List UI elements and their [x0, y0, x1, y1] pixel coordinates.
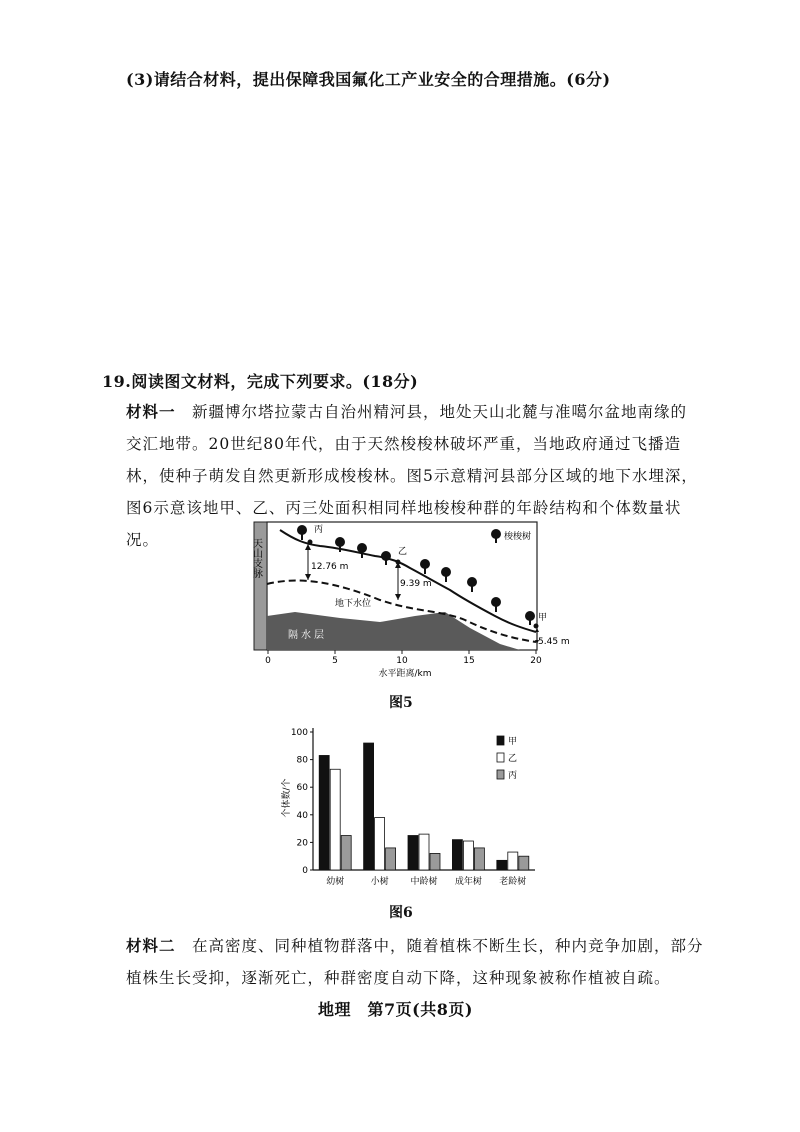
depth-bing: 12.76 m [311, 562, 349, 572]
bar-甲-幼树 [319, 755, 329, 870]
site-label-jia: 甲 [538, 613, 548, 623]
groundwater-label: 地下水位 [335, 599, 372, 609]
bar-乙-小树 [375, 818, 385, 870]
bar-甲-老龄树 [497, 860, 507, 870]
site-label-yi: 乙 [398, 547, 408, 557]
y-tick-label: 0 [302, 866, 308, 876]
figure-6-caption: 图6 [389, 905, 413, 921]
bar-乙-幼树 [330, 769, 340, 870]
bar-丙-中龄树 [430, 853, 440, 870]
bar-丙-成年树 [474, 848, 484, 870]
y-tick-label: 80 [296, 755, 308, 766]
material-1-label: 材料一 [126, 402, 176, 421]
material-2-text: 在高密度、同种植物群落中，随着植株不断生长，种内竞争加剧，部分植株生长受抑，逐渐死亡，种群密度自动下降，这种现象被称作植被自疏。 [126, 937, 704, 987]
x-category-label: 老龄树 [499, 877, 527, 887]
bar-乙-中龄树 [419, 834, 429, 870]
x-tick: 15 [463, 656, 475, 666]
material-2 [126, 930, 706, 994]
y-tick-label: 20 [296, 838, 308, 849]
legend-label: 梭梭树 [504, 532, 532, 542]
x-tick: 0 [265, 656, 271, 666]
x-axis-label: 水平距离/km [378, 669, 432, 679]
legend-swatch-乙 [497, 753, 504, 762]
legend-label-甲: 甲 [508, 737, 518, 747]
material-1-text: 新疆博尔塔拉蒙古自治州精河县，地处天山北麓与准噶尔盆地南缘的交汇地带。20世纪80年代，由于天然梭梭林破坏严重，当地政府通过飞播造林，使种子萌发自然更新形成梭梭林。图5示意精河县部分区域的地下水埋深，图6示意该地甲、乙、丙三处面积相同样地梭梭种群的年龄结构和个体数量状况。 [126, 403, 698, 549]
x-tick: 5 [332, 656, 338, 666]
aquiclude-label: 隔水层 [288, 630, 327, 641]
depth-yi: 9.39 m [400, 579, 432, 589]
question-19-title: 19.阅读图文材料，完成下列要求。(18分) [102, 372, 419, 391]
depth-jia: 5.45 m [538, 637, 570, 647]
bar-甲-小树 [364, 743, 374, 870]
bar-乙-成年树 [463, 841, 473, 870]
x-category-label: 中龄树 [410, 877, 438, 887]
x-category-label: 小树 [370, 877, 389, 887]
legend-swatch-甲 [497, 736, 504, 745]
y-axis-label: 个体数/个 [282, 778, 292, 818]
material-2-label: 材料二 [126, 936, 176, 955]
legend-label-丙: 丙 [508, 771, 518, 781]
figure-6-bar-chart [275, 718, 545, 898]
tree-icons [297, 525, 535, 625]
bar-丙-老龄树 [519, 856, 529, 870]
legend-label-乙: 乙 [508, 754, 518, 764]
question-18-3: (3)请结合材料，提出保障我国氟化工产业安全的合理措施。(6分) [126, 70, 611, 89]
mountain-label: 天山支脉 [250, 538, 262, 578]
x-category-label: 成年树 [454, 877, 482, 887]
bar-乙-老龄树 [508, 852, 518, 870]
figure-5-cross-section [240, 520, 570, 680]
x-category-label: 幼树 [326, 877, 345, 887]
bar-甲-成年树 [452, 840, 462, 870]
figure-5-caption: 图5 [389, 695, 413, 711]
site-label-bing: 丙 [314, 525, 324, 535]
tree-legend-icon [491, 529, 501, 543]
page-footer: 地理 第7页(共8页) [318, 1000, 473, 1019]
bar-丙-小树 [386, 848, 396, 870]
x-tick: 10 [396, 656, 408, 666]
y-tick-label: 100 [290, 728, 308, 738]
x-tick: 20 [530, 656, 542, 666]
bar-甲-中龄树 [408, 836, 418, 871]
y-tick-label: 40 [296, 810, 308, 821]
y-tick-label: 60 [296, 783, 308, 794]
bar-丙-幼树 [341, 836, 351, 871]
legend-swatch-丙 [497, 770, 504, 779]
